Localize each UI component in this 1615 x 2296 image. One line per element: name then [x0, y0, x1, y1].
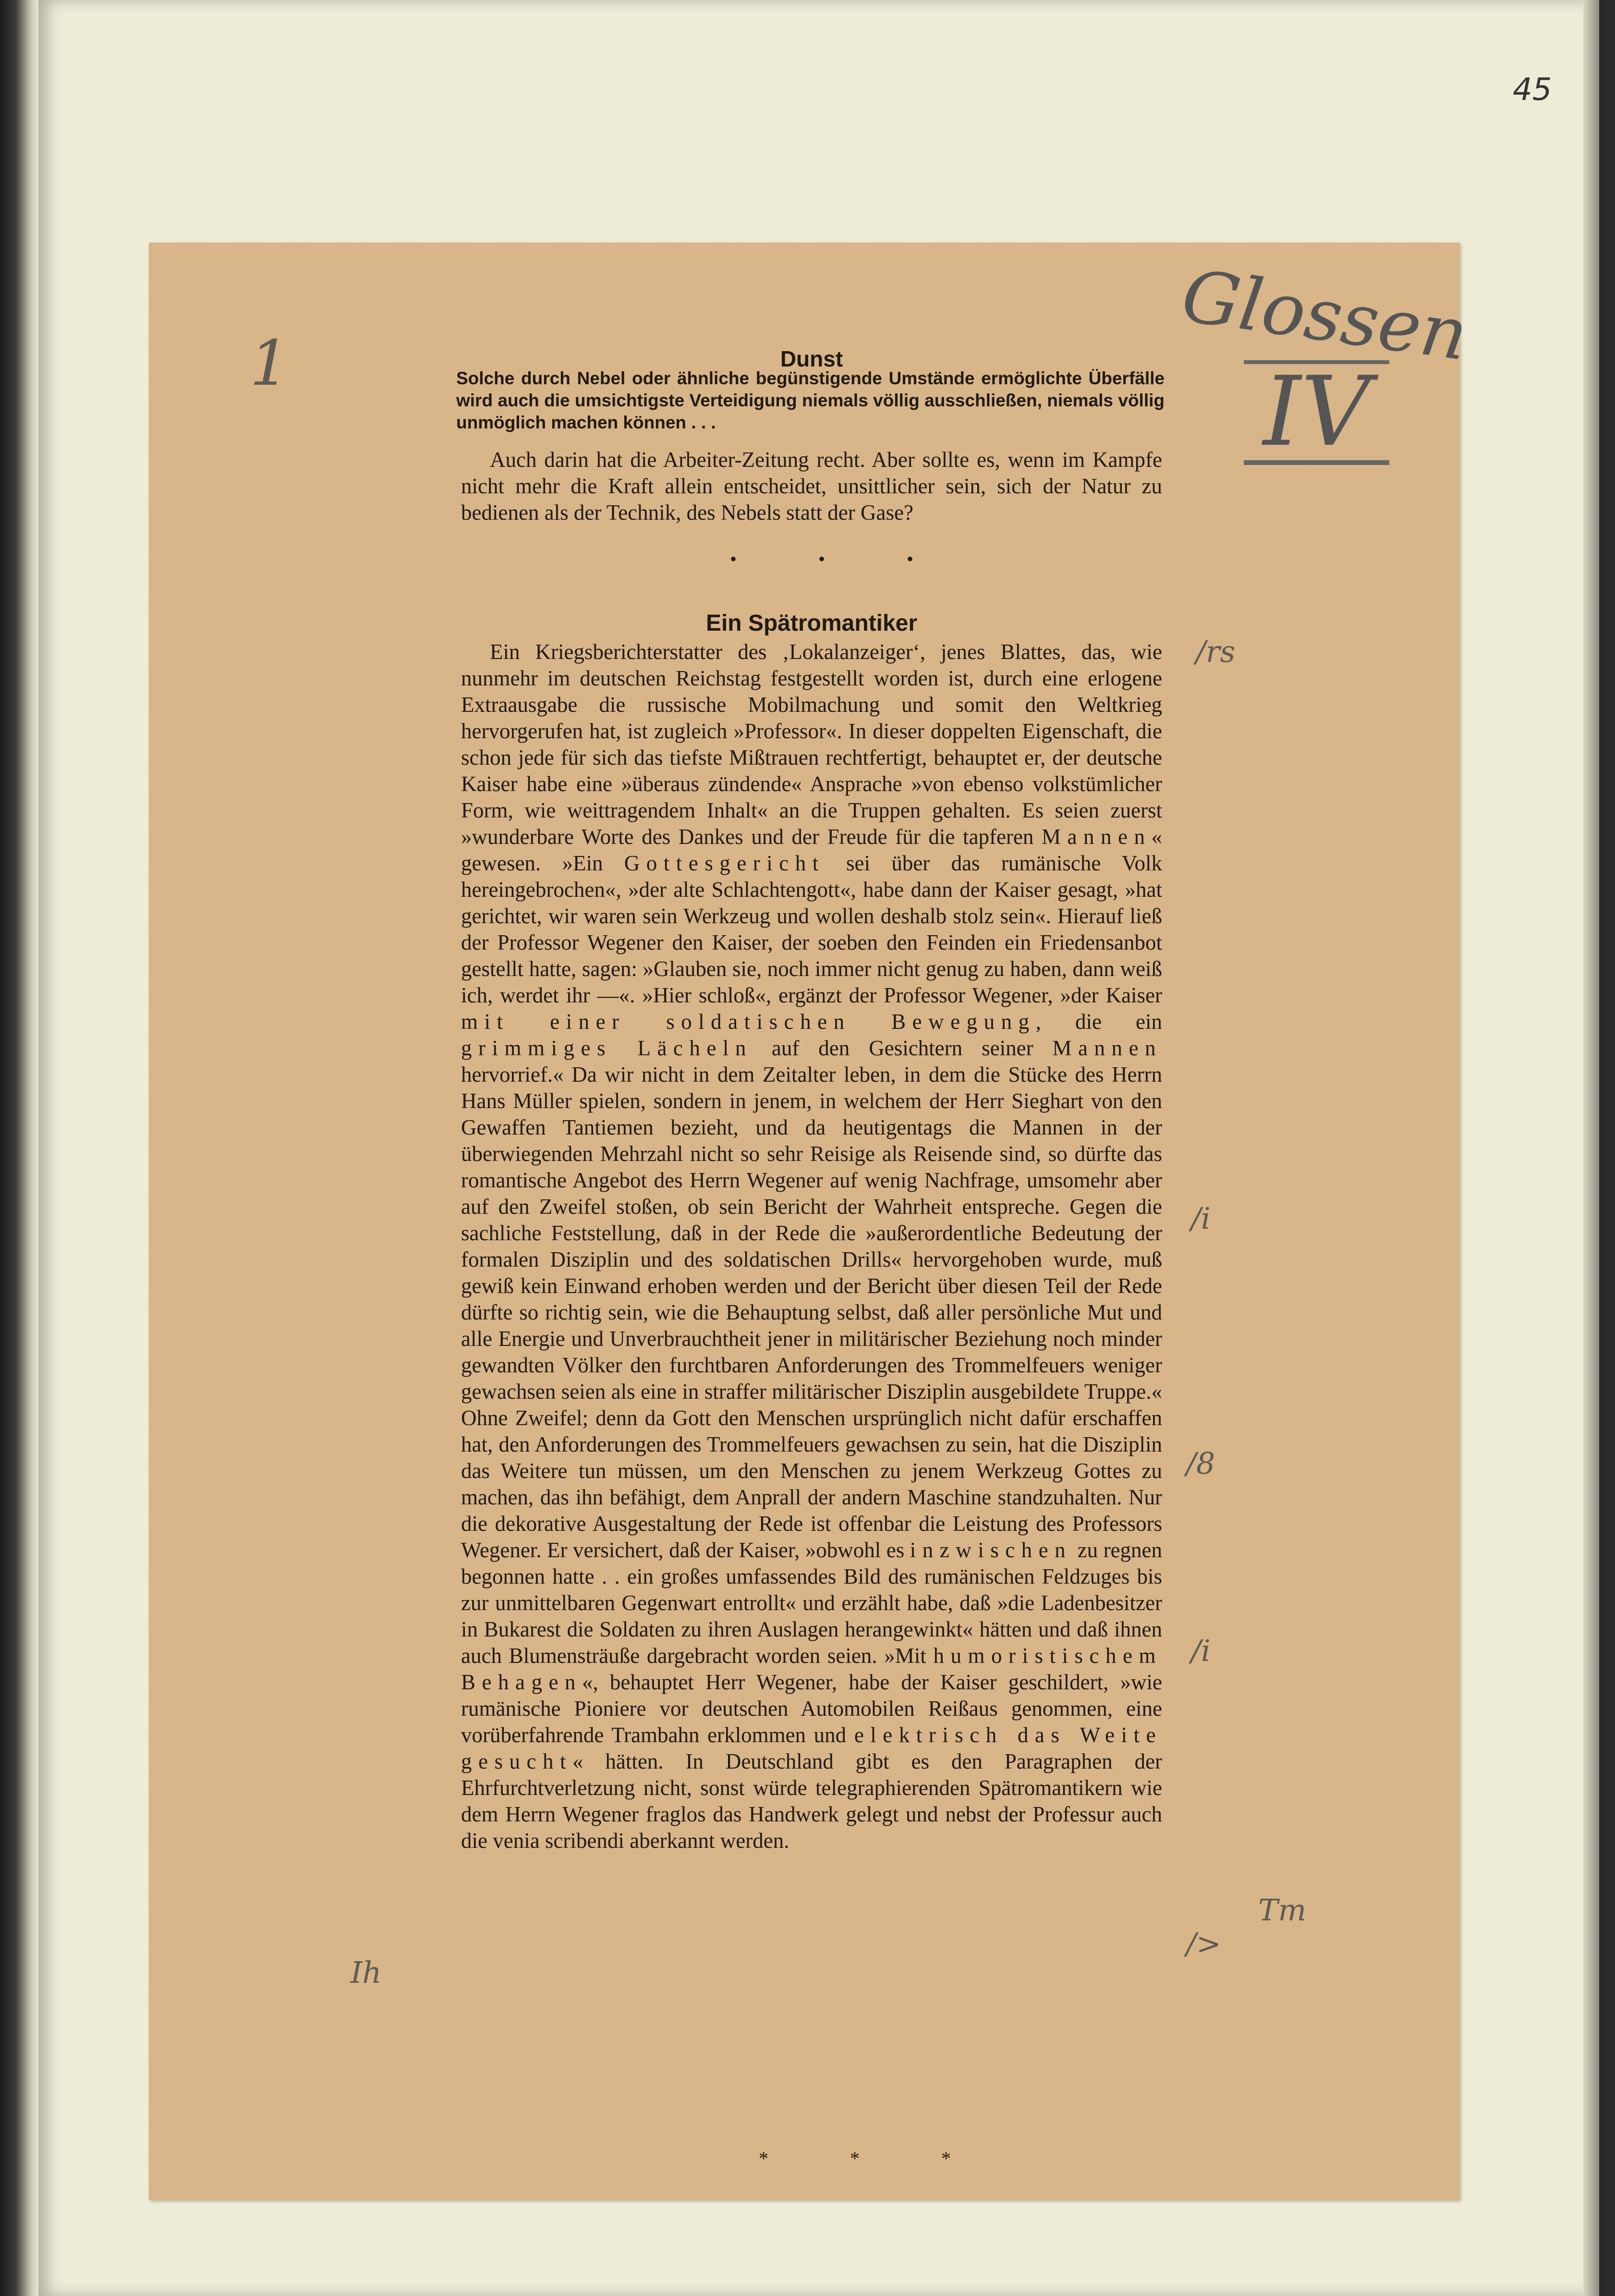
- text-run: auf den Gesichtern seiner: [752, 1036, 1053, 1060]
- margin-mark: /8: [1186, 1446, 1215, 1481]
- margin-mark: Ih: [351, 1955, 382, 1990]
- section-title-dunst: Dunst: [780, 346, 843, 371]
- text-run: « hätten. In Deutschland gibt es den Paragraphen der Ehrfurchtverletzung nicht, sonst würde telegraphierenden Spätromantikern wie dem Herrn Wegener fraglos das Handwerk gelegt und nebst der Professur auch die venia scribendi aberkannt werden.: [461, 1749, 1162, 1853]
- folio-number: 45: [1513, 72, 1552, 108]
- separator: • • •: [730, 548, 952, 570]
- spaced-text: grimmiges Lächeln: [461, 1036, 753, 1060]
- annotation-numeral: IV: [1244, 360, 1389, 465]
- text-run: « gewesen. »Ein: [461, 825, 1162, 875]
- margin-mark: Tm: [1258, 1893, 1307, 1928]
- margin-mark: />: [1186, 1926, 1221, 1961]
- spaced-text: Mannen: [1042, 825, 1152, 849]
- text-run: Ein Kriegsberichterstatter des ‚Lokalanzeiger‘, jenes Blattes, das, wie nunmehr im deutschen Reichstag festgestellt worden ist, durch eine erlogene Extraausgabe die russische Mobilmachung und somit den Weltkrieg hervorgerufen hat, ist zugleich »Professor«. In dieser doppelten Eigenschaft, die schon jede für sich das tiefste Mißtrauen rechtfertigt, behauptet er, der deutsche Kaiser habe eine »überaus zündende« Ansprache »von ebenso volkstümlicher Form, wie weittragendem Inhalt« an die Truppen gehalten. Es seien zuerst »wunderbare Worte des Dankes und der Freude für die tapferen: [461, 640, 1162, 849]
- text-run: «, behauptet Herr Wegener, habe der Kaiser geschildert, »wie rumänische Pioniere vor deutschen Automobilen Reißaus genommen, eine vorüberfahrende Trambahn erklommen und: [461, 1670, 1162, 1747]
- text-run: hervorrief.« Da wir nicht in dem Zeitalter leben, in dem die Stücke des Herrn Hans Müller spielen, sondern in jenem, in welchem der Herr Sieghart von den Gewaffen Tantiemen bezieht, und da heutigentags die Mannen in der überwiegenden Mehrzahl nicht so sehr Reisige als Reisende sind, so dürfte das romantische Angebot des Herrn Wegener auf wenig Nachfrage, umsomehr aber auf den Zweifel stoßen, ob sein Bericht der Wahrheit entspreche. Gegen die sachliche Feststellung, daß in der Rede die »außerordentliche Bedeutung der formalen Disziplin und des soldatischen Drills« hervorgehoben wurde, muß gewiß kein Einwand erhoben werden und der Bericht über diesen Teil der Rede dürfte so richtig sein, wie die Behauptung selbst, daß aller persönliche Mut und alle Energie und Unverbrauchtheit jener in militärischer Beziehung noch minder gewandten Völker den furchtbaren Anforderungen des Trommelfeuers weniger gewachsen seien als eine in straffer militärischer Disziplin ausgebildete Truppe.« Ohne Zweifel; denn da Gott den Menschen ursprünglich nicht dafür erschaffen hat, den Anforderungen des Trommelfeuers gewachsen zu sein, hat die Disziplin das Weitere tun müssen, um den Menschen zu jenem Werkzeug Gottes zu machen, das ihn befähigt, dem Anprall der andern Maschine standzuhalten. Nur die dekorative Ausgestaltung der Rede ist offenbar die Leistung des Professors Wegener. Er versichert, daß der Kaiser, »obwohl es: [461, 1063, 1162, 1562]
- spaced-text: Mannen: [1052, 1036, 1162, 1060]
- paragraph: [461, 639, 1162, 1854]
- text-run: , die ein: [1035, 1010, 1163, 1034]
- margin-mark: /rs: [1196, 634, 1236, 669]
- separator: * * *: [759, 2148, 989, 2169]
- margin-mark: 1: [250, 327, 290, 400]
- section-body-spaetromantiker: [461, 639, 1162, 1854]
- section-title-spaetromantiker: Ein Spätromantiker: [705, 611, 918, 636]
- section-body-dunst: [461, 447, 1162, 526]
- page-edge: [1583, 0, 1599, 2296]
- margin-mark: /i: [1191, 1201, 1211, 1236]
- section-lead-quote: Solche durch Nebel oder ähnliche begünstigende Umstände ermöglichte Überfälle wird auch die umsichtigste Verteidigung niemals völlig ausschließen, niemals völlig unmöglich machen können . . .: [456, 368, 1165, 432]
- text-run: sei über das rumänische Volk hereingebrochen«, »der alte Schlachtengott«, habe dann der Kaiser gesagt, »hat gerichtet, wir waren sein Werkzeug und wollen deshalb stolz sein«. Hierauf ließ der Professor Wegener den Kaiser, der soeben den Feinden ein Friedensanbot gestellt hatte, sagen: »Glauben sie, noch immer nicht genug zu haben, dann weiß ich, werdet ihr —«. »Hier schloß«, ergänzt der Professor Wegener, »der Kaiser: [461, 851, 1162, 1007]
- book-spine-shadow: [0, 0, 38, 2296]
- spaced-text: mit einer soldatischen Bewegung: [461, 1010, 1036, 1034]
- spaced-text: Gottesgericht: [624, 851, 825, 875]
- spaced-text: humoristischem Behagen: [461, 1644, 1162, 1694]
- spaced-text: inzwischen: [910, 1538, 1072, 1562]
- margin-mark: /i: [1191, 1633, 1211, 1668]
- spaced-text: elektrisch das Weite gesucht: [461, 1723, 1162, 1773]
- paragraph: Auch darin hat die Arbeiter-Zeitung recht. Aber sollte es, wenn im Kampfe nicht mehr die Kraft allein entscheidet, unsittlicher sein, sich der Natur zu bedienen als der Technik, des Nebels statt der Gase?: [461, 448, 1162, 525]
- text-run: zu regnen begonnen hatte . . ein großes umfassendes Bild des rumänischen Feldzuges bis zur unmittelbaren Gegenwart entrollt« und erzählt habe, daß »die Ladenbesitzer in Bukarest die Soldaten zu ihren Auslagen herangewinkt« hätten und daß ihnen auch Blumensträuße dargebracht worden seien. »Mit: [461, 1538, 1162, 1668]
- annotation-glossen: Glossen: [1177, 254, 1473, 377]
